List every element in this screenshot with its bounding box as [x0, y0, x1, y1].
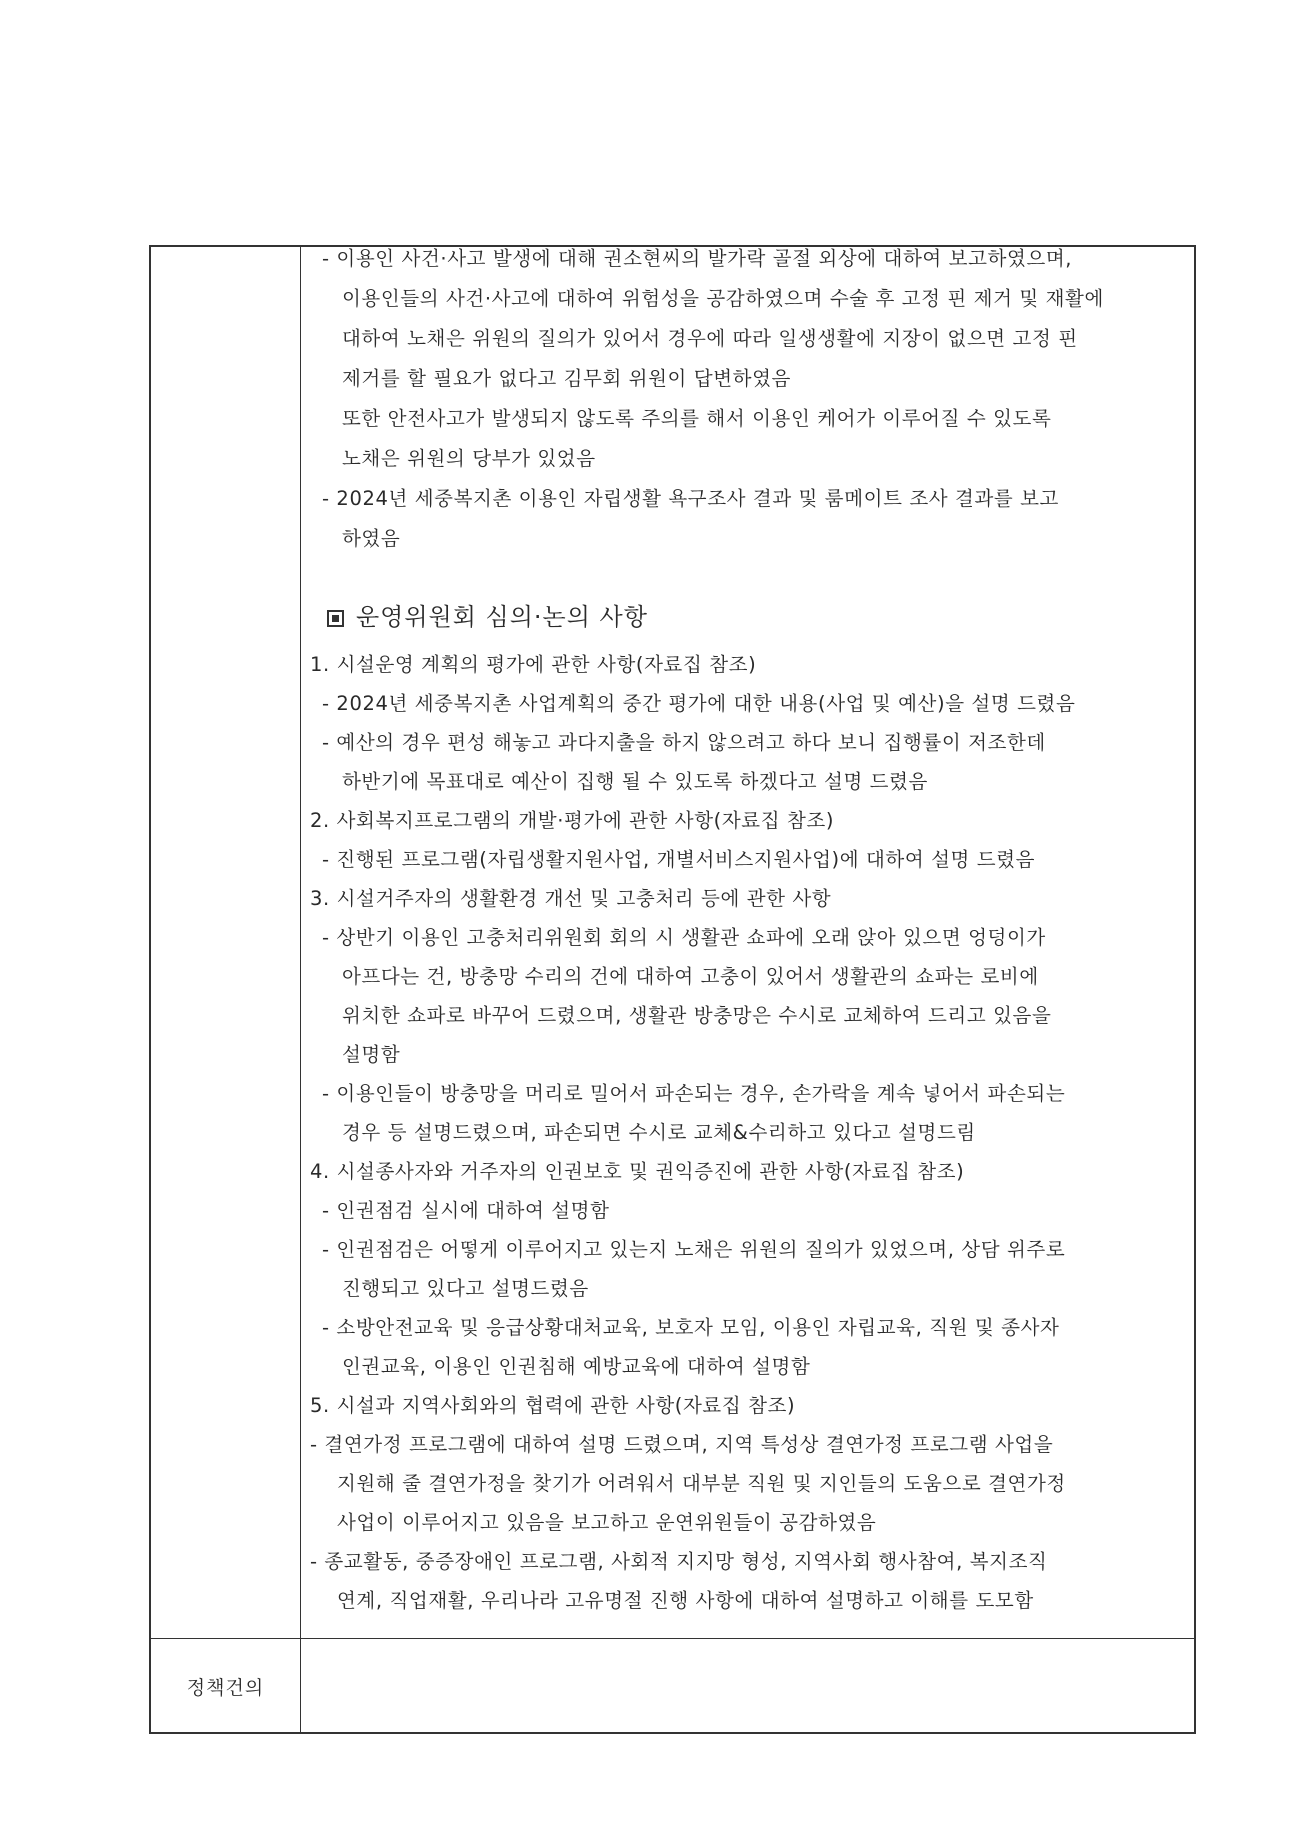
- checked-square-icon: [327, 610, 344, 627]
- list-item: 3. 시설거주자의 생활환경 개선 및 고충처리 등에 관한 사항: [310, 887, 832, 910]
- report-line: 노채은 위원의 당부가 있었음: [342, 447, 596, 470]
- report-line: 대하여 노채은 위원의 질의가 있어서 경우에 따라 일생생활에 지장이 없으면 고정 핀: [342, 327, 1078, 350]
- list-item: 진행되고 있다고 설명드렸음: [342, 1277, 589, 1300]
- list-item: 아프다는 건, 방충망 수리의 건에 대하여 고충이 있어서 생활관의 쇼파는 로비에: [342, 965, 1039, 988]
- list-item: - 상반기 이용인 고충처리위원회 회의 시 생활관 쇼파에 오래 앉아 있으면 엉덩이가: [322, 926, 1046, 949]
- list-item: - 인권점검은 어떻게 이루어지고 있는지 노채은 위원의 질의가 있었으며, 상담 위주로: [322, 1238, 1066, 1261]
- list-item: 설명함: [342, 1043, 401, 1066]
- list-item: 2. 사회복지프로그램의 개발·평가에 관한 사항(자료집 참조): [310, 809, 835, 832]
- list-item: 사업이 이루어지고 있음을 보고하고 운연위원들이 공감하였음: [337, 1511, 877, 1534]
- report-line: 또한 안전사고가 발생되지 않도록 주의를 해서 이용인 케어가 이루어질 수 있도록: [342, 407, 1052, 430]
- list-item: 하반기에 목표대로 예산이 집행 될 수 있도록 하겠다고 설명 드렸음: [342, 770, 928, 793]
- list-item: 연계, 직업재활, 우리나라 고유명절 진행 사항에 대하여 설명하고 이해를 도모함: [337, 1589, 1034, 1612]
- report-line: - 이용인 사건·사고 발생에 대해 권소현씨의 발가락 골절 외상에 대하여 보고하였으며,: [322, 247, 1073, 270]
- list-item: 지원해 줄 결연가정을 찾기가 어려워서 대부분 직원 및 지인들의 도움으로 결연가정: [337, 1472, 1066, 1495]
- row-divider: [151, 1638, 1194, 1639]
- list-item: - 종교활동, 중증장애인 프로그램, 사회적 지지망 형성, 지역사회 행사참여, 복지조직: [310, 1550, 1048, 1573]
- list-item: 위치한 쇼파로 바꾸어 드렸으며, 생활관 방충망은 수시로 교체하여 드리고 있음을: [342, 1004, 1052, 1027]
- report-line: 하였음: [342, 527, 401, 550]
- list-item: - 결연가정 프로그램에 대하여 설명 드렸으며, 지역 특성상 결연가정 프로그램 사업을: [310, 1433, 1054, 1456]
- report-line: 이용인들의 사건·사고에 대하여 위험성을 공감하였으며 수술 후 고정 핀 제거 및 재활에: [342, 287, 1104, 310]
- list-item: - 소방안전교육 및 응급상황대처교육, 보호자 모임, 이용인 자립교육, 직원 및 종사자: [322, 1316, 1060, 1339]
- list-item: - 진행된 프로그램(자립생활지원사업, 개별서비스지원사업)에 대하여 설명 드렸음: [322, 848, 1036, 871]
- section-heading-text: 운영위원회 심의·논의 사항: [356, 603, 648, 631]
- list-item: - 2024년 세중복지촌 사업계획의 중간 평가에 대한 내용(사업 및 예산)을 설명 드렸음: [322, 692, 1076, 715]
- policy-suggestion-label: 정책건의: [186, 1676, 265, 1699]
- report-line: 제거를 할 필요가 없다고 김무회 위원이 답변하였음: [342, 367, 791, 390]
- section-heading: [327, 605, 648, 629]
- list-item: - 이용인들이 방충망을 머리로 밀어서 파손되는 경우, 손가락을 계속 넣어서 파손되는: [322, 1082, 1066, 1105]
- list-item: 1. 시설운영 계획의 평가에 관한 사항(자료집 참조): [310, 653, 757, 676]
- column-divider: [300, 247, 301, 1732]
- list-item: 4. 시설종사자와 거주자의 인권보호 및 권익증진에 관한 사항(자료집 참조): [310, 1160, 965, 1183]
- list-item: - 예산의 경우 편성 해놓고 과다지출을 하지 않으려고 하다 보니 집행률이 저조한데: [322, 731, 1046, 754]
- list-item: - 인권점검 실시에 대하여 설명함: [322, 1199, 610, 1222]
- report-line: - 2024년 세중복지촌 이용인 자립생활 욕구조사 결과 및 룸메이트 조사 결과를 보고: [322, 487, 1059, 510]
- list-item: 인권교육, 이용인 인권침해 예방교육에 대하여 설명함: [342, 1355, 811, 1378]
- list-item: 경우 등 설명드렸으며, 파손되면 수시로 교체&수리하고 있다고 설명드림: [342, 1121, 976, 1144]
- list-item: 5. 시설과 지역사회와의 협력에 관한 사항(자료집 참조): [310, 1394, 796, 1417]
